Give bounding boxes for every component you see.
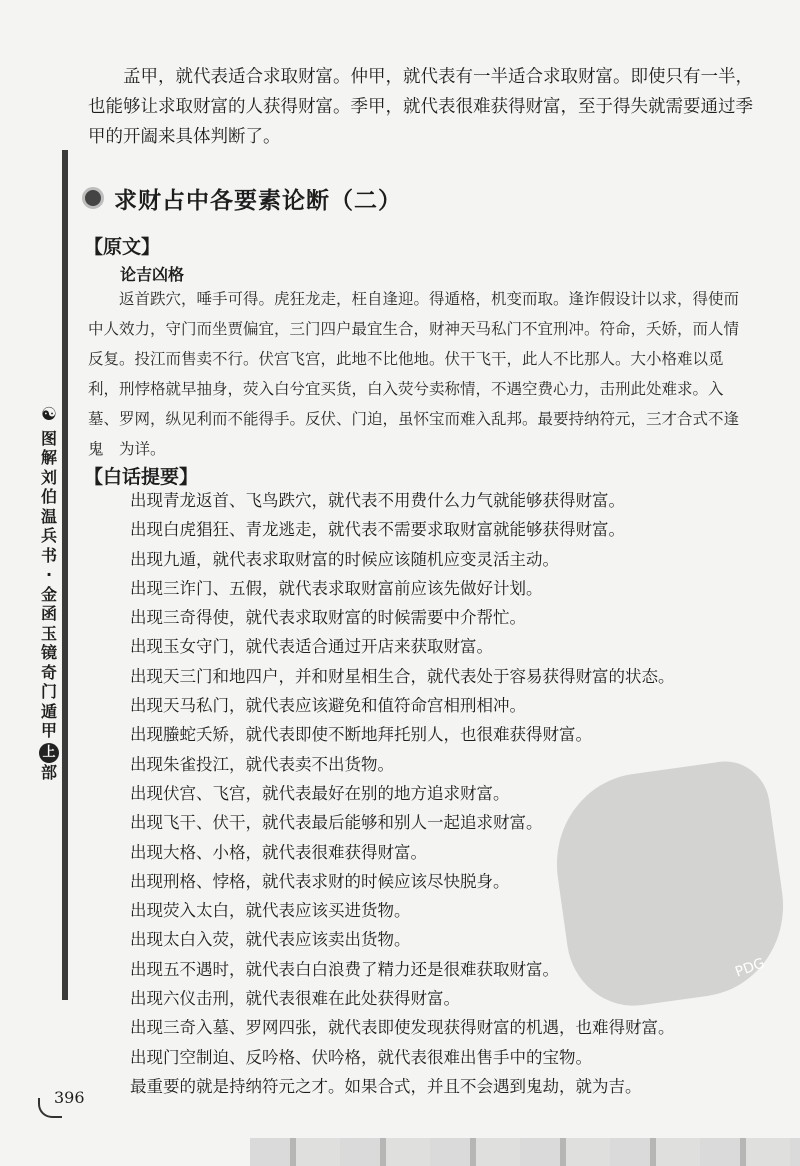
original-heading: 【原文】 [84, 236, 161, 258]
intro-paragraph: 孟甲，就代表适合求取财富。仲甲，就代表有一半适合求取财富。即使只有一半，也能够让求取财富的人获得财富。季甲，就代表很难获得财富，至于得失就需要通过季甲的开阖来具体判断了。 [88, 67, 753, 147]
spine-bar [62, 150, 68, 1000]
note-line: 出现六仪击刑，就代表很难在此处获得财富。 [130, 989, 460, 1009]
note-line: 出现伏宫、飞宫，就代表最好在别的地方追求财富。 [130, 783, 510, 803]
note-line: 出现白虎猖狂、青龙逃走，就代表不需要求取财富就能够获得财富。 [130, 520, 625, 540]
note-line: 出现五不遇时，就代表白白浪费了精力还是很难获取财富。 [130, 959, 559, 979]
section-title-text: 求财占中各要素论断（二） [114, 187, 402, 214]
side-title-char: · [45, 565, 53, 584]
note-line: 出现门空制迫、反吟格、伏吟格，就代表很难出售手中的宝物。 [130, 1047, 592, 1067]
watermark-text: PDG [733, 955, 767, 981]
side-title-char: 玉 [40, 623, 57, 643]
side-title-char: 奇 [40, 662, 57, 682]
note-line: 出现三诈门、五假，就代表求取财富前应该先做好计划。 [130, 578, 543, 598]
side-book-title [36, 405, 62, 782]
page-number: 396 [54, 1088, 85, 1107]
note-line: 出现青龙返首、飞鸟跌穴，就代表不用费什么力气就能够获得财富。 [130, 491, 625, 510]
side-title-char: 刘 [40, 467, 57, 487]
note-line: 出现荧入太白，就代表应该买进货物。 [130, 901, 411, 921]
note-line: 出现三奇入墓、罗网四张，就代表即使发现获得财富的机遇，也难得财富。 [130, 1018, 675, 1038]
side-title-char: 图 [40, 428, 57, 448]
side-title-char: 遁 [40, 701, 57, 721]
side-title-char: 解 [40, 448, 57, 467]
note-line: 出现大格、小格，就代表很难获得财富。 [130, 842, 427, 862]
side-title-char: 兵 [40, 526, 57, 545]
side-title-char: 甲 [40, 721, 57, 740]
note-line: 出现朱雀投江，就代表卖不出货物。 [130, 754, 394, 774]
volume-suffix: 部 [40, 762, 57, 782]
original-subheading: 论吉凶格 [120, 265, 185, 284]
side-title-char: 门 [40, 682, 57, 701]
note-line: 出现三奇得使，就代表求取财富的时候需要中介帮忙。 [130, 608, 526, 628]
note-line: 出现九遁，就代表求取财富的时候应该随机应变灵活主动。 [130, 549, 559, 569]
note-line: 出现飞干、伏干，就代表最后能够和别人一起追求财富。 [130, 813, 543, 833]
section-bullet-icon [82, 187, 104, 209]
side-title-char: 伯 [40, 487, 57, 506]
note-line: 出现刑格、悖格，就代表求财的时候应该尽快脱身。 [130, 871, 510, 891]
scan-edge-band [250, 1138, 800, 1166]
note-line: 最重要的就是持纳符元之才。如果合式，并且不会遇到鬼劫，就为吉。 [130, 1076, 642, 1096]
note-line: 出现太白入荧，就代表应该卖出货物。 [130, 930, 411, 950]
side-title-char: 镜 [40, 643, 57, 662]
note-line: 出现天三门和地四户，并和财星相生合，就代表处于容易获得财富的状态。 [130, 666, 675, 686]
note-line: 出现天马私门，就代表应该避免和值符命宫相刑相冲。 [130, 696, 526, 716]
original-text: 返首跌穴，唾手可得。虎狂龙走，枉自逢迎。得遁格，机变而取。逢诈假设计以求，得使而中人效力，守门而坐贾偏宜，三门四户最宜生合，财神天马私门不宜刑冲。符命，夭娇，而人情反复。投江而售卖不行。伏宫飞宫，此地不比他地。伏干飞干，此人不比那人。大小格难以觅利，刑悖格就早抽身，荧入白兮宜买货，白入荧兮卖称情，不遇空费心力，击刑此处难求。入墓、罗网，纵见利而不能得手。反伏、门迫，虽怀宝而难入乱邦。最要持纳符元，三才合式不逢鬼 为详。 [88, 290, 740, 458]
note-line: 出现玉女守门，就代表适合通过开店来获取财富。 [130, 637, 493, 657]
yin-yang-icon: ☯ [40, 404, 58, 425]
section-title [82, 180, 402, 216]
note-line: 出现螣蛇夭矫，就代表即使不断地拜托别人，也很难获得财富。 [130, 725, 592, 745]
volume-badge: 上 [39, 743, 59, 763]
side-title-char: 函 [40, 604, 57, 623]
side-title-char: 温 [40, 506, 57, 526]
plain-heading: 【白话提要】 [84, 466, 199, 488]
side-title-char: 金 [40, 584, 57, 604]
side-title-char: 书 [40, 545, 57, 565]
